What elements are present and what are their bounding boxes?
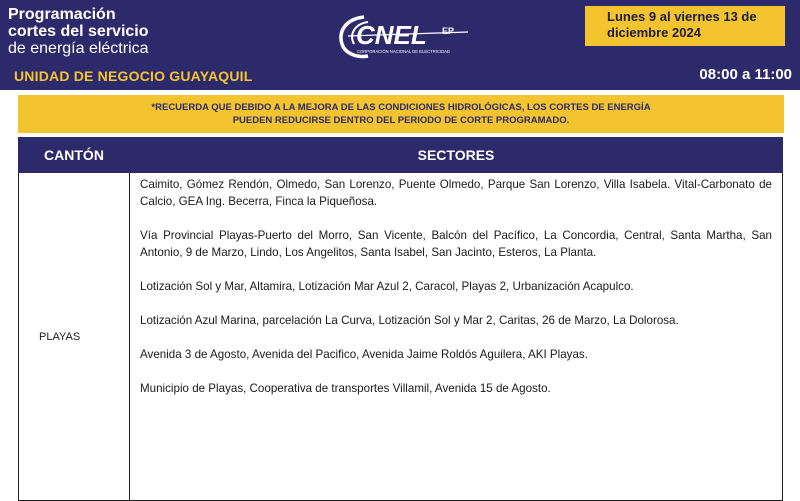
schedule-table	[18, 137, 783, 501]
sector-group-5: Avenida 3 de Agosto, Avenida del Pacifico, Avenida Jaime Roldós Aguilera, AKI Playas.	[140, 348, 588, 361]
title-line-3: de energía eléctrica	[8, 40, 149, 57]
logo-tagline: CORPORACIÓN NACIONAL DE ELECTRICIDAD	[357, 49, 450, 54]
sector-group-2: Vía Provincial Playas-Puerto del Morro, San Vicente, Balcón del Pacífico, La Concordia, Central, Santa Martha, San Antonio, 9 de Marzo, Lindo, Los Angelitos, Santa Isabel, San Jacinto, Esteros, La Planta.	[140, 229, 772, 259]
sectors-cell	[130, 173, 783, 501]
table-header-row	[19, 138, 783, 173]
title-line-1: Programación	[8, 6, 116, 23]
notice-line-2: PUEDEN REDUCIRSE DENTRO DEL PERIODO DE CORTE PROGRAMADO.	[232, 115, 570, 126]
column-header-canton: CANTÓN	[19, 138, 130, 173]
sector-group-4: Lotización Azul Marina, parcelación La Curva, Lotización Sol y Mar 2, Caritas, 26 de Marzo, La Dolorosa.	[140, 314, 679, 327]
canton-cell: PLAYAS	[19, 173, 130, 501]
cnel-logo	[338, 12, 478, 62]
header-banner	[0, 0, 800, 90]
title-line-2: cortes del servicio	[8, 23, 149, 40]
sector-group-1: Caimito, Gómez Rendón, Olmedo, San Lorenzo, Puente Olmedo, Parque San Lorenzo, Villa Isabela. Vital-Carbonato de Calcio, GEA Ing. Becerra, Finca la Piqueñosa.	[140, 178, 772, 208]
date-range-box	[585, 6, 785, 46]
logo-wordmark: CNEL	[356, 20, 427, 50]
table-row	[19, 173, 783, 501]
business-unit-label: UNIDAD DE NEGOCIO GUAYAQUIL	[14, 68, 253, 84]
page-title	[8, 6, 149, 58]
notice-line-1: *RECUERDA QUE DEBIDO A LA MEJORA DE LAS CONDICIONES HIDROLÓGICAS, LOS CORTES DE ENERGÍA	[151, 102, 651, 113]
date-line-2: diciembre 2024	[607, 25, 701, 40]
date-line-1: Lunes 9 al viernes 13 de	[607, 9, 757, 24]
logo-suffix: EP	[442, 26, 455, 36]
notice-banner	[18, 95, 784, 133]
column-header-sectores: SECTORES	[130, 138, 783, 173]
time-range: 08:00 a 11:00	[699, 66, 792, 83]
sector-group-3: Lotización Sol y Mar, Altamira, Lotización Mar Azul 2, Caracol, Playas 2, Urbanización Acapulco.	[140, 280, 634, 293]
sector-group-6: Municipio de Playas, Cooperativa de transportes Villamil, Avenida 15 de Agosto.	[140, 382, 551, 395]
